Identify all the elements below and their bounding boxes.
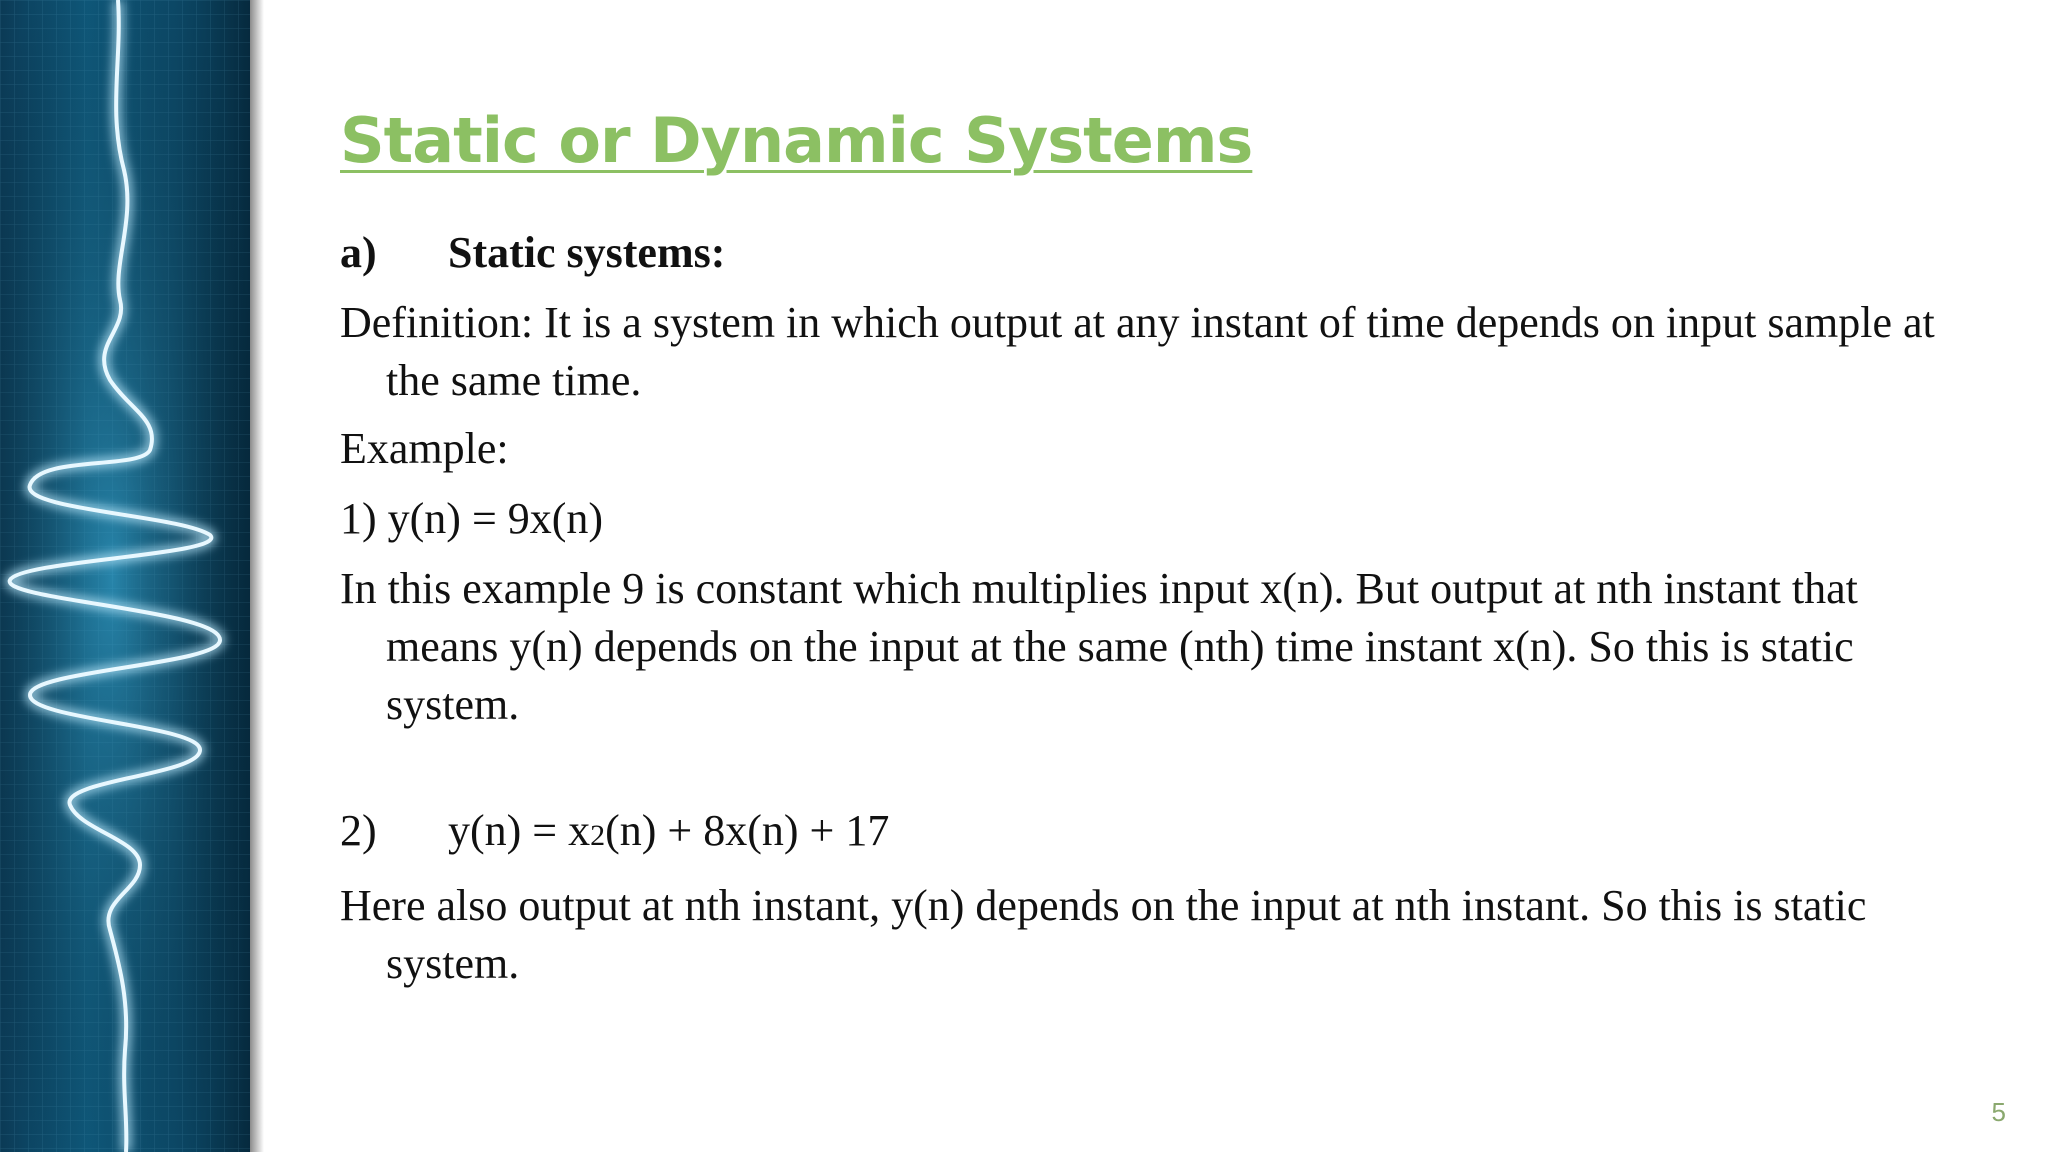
example1-explanation: In this example 9 is constant which multiplies input x(n). But output at nth instant that means y(n) depends on the input at the same (nth) time instant x(n). So this is static system.: [340, 564, 1858, 729]
spacer: [340, 744, 1980, 802]
slide-title: Static or Dynamic Systems: [340, 104, 1253, 177]
slide-body: [340, 224, 1980, 1003]
example2-eq-subscript: 2: [590, 819, 606, 852]
example2-explanation: Here also output at nth instant, y(n) depends on the input at nth instant. So this is static system.: [340, 881, 1867, 988]
example2-marker: 2): [340, 806, 377, 855]
section-marker: a): [340, 228, 377, 277]
section-heading: [340, 224, 1980, 282]
waveform-side-panel: [0, 0, 250, 1152]
example2-eq-prefix: y(n) = x: [448, 806, 591, 855]
example1-equation: 1) y(n) = 9x(n): [340, 494, 604, 543]
example2-equation: [340, 802, 1980, 865]
example2-eq-suffix: (n) + 8x(n) + 17: [605, 806, 890, 855]
panel-shadow: [250, 0, 264, 1152]
waveform-graphic: [0, 0, 250, 1152]
definition-text: Definition: It is a system in which output at any instant of time depends on input sample at the same time.: [340, 298, 1935, 405]
section-heading-text: Static systems:: [448, 228, 726, 277]
example-label: Example:: [340, 424, 509, 473]
slide-number: 5: [1991, 1097, 2006, 1127]
